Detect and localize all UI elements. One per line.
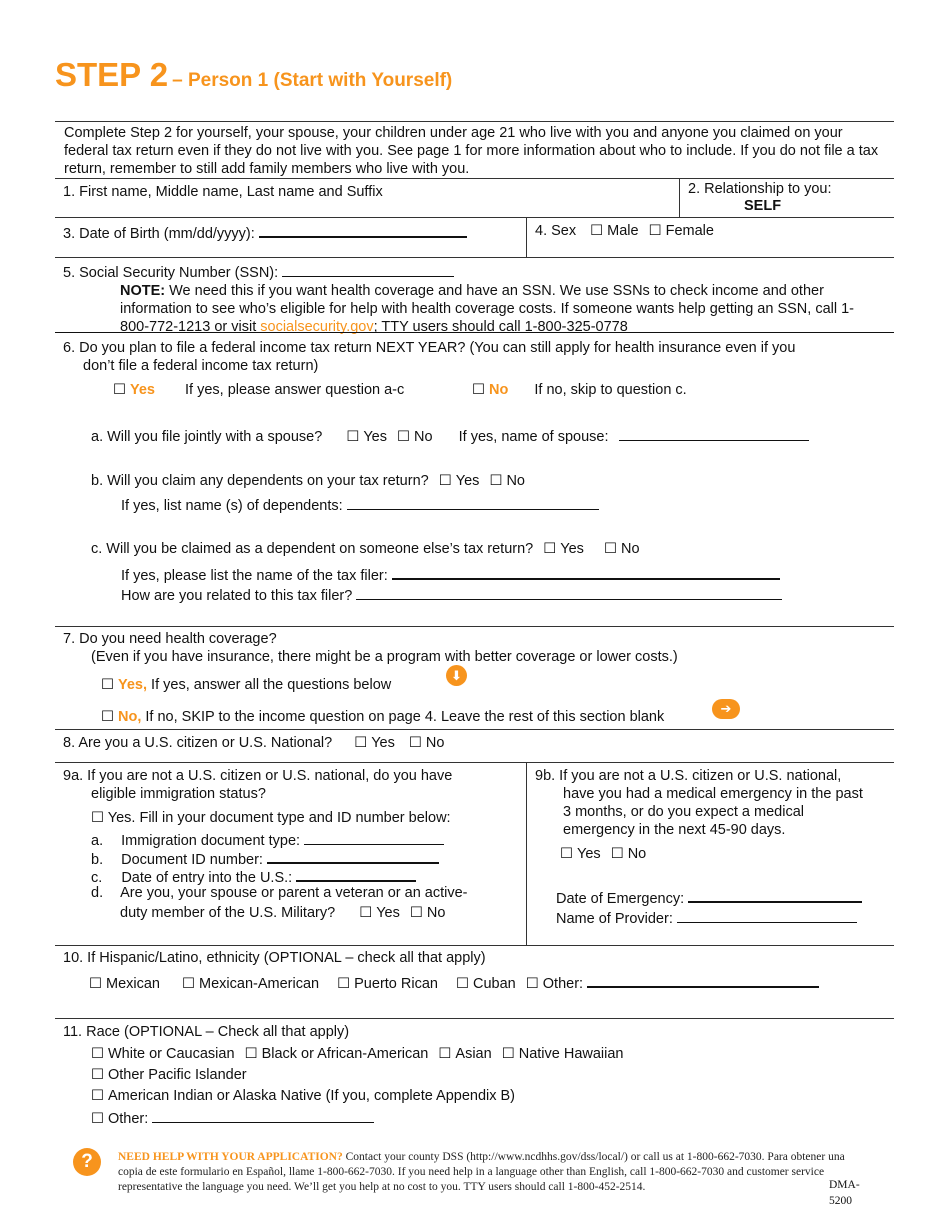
q7-yes-label: Yes, [118, 677, 148, 693]
down-arrow-icon: ⬇ [446, 665, 467, 686]
mexican-option: Mexican [106, 976, 160, 992]
q6a-yes-checkbox[interactable]: ☐ [346, 429, 360, 445]
q1-label: 1. First name, Middle name, Last name and Suffix [63, 184, 383, 200]
cuban-option: Cuban [473, 976, 516, 992]
american-indian-checkbox[interactable]: ☐ [91, 1088, 104, 1104]
q7-no-checkbox[interactable]: ☐ [101, 709, 114, 725]
q7-yes-checkbox[interactable]: ☐ [101, 677, 114, 693]
mexican-american-checkbox[interactable]: ☐ [182, 976, 196, 992]
q5-label: 5. Social Security Number (SSN): [63, 265, 279, 281]
q6-no-label: No [489, 382, 509, 398]
q9a-d-letter: d. [91, 885, 104, 901]
cuban-checkbox[interactable]: ☐ [456, 976, 469, 992]
q7-no-row [101, 708, 664, 726]
q9b-no: No [627, 846, 647, 862]
q9a-label1: 9a. If you are not a U.S. citizen or U.S. national, do you have [63, 768, 453, 784]
native-hawaiian-checkbox[interactable]: ☐ [501, 1046, 515, 1062]
asian-checkbox[interactable]: ☐ [438, 1046, 452, 1062]
q6-no-row [472, 381, 687, 399]
q6-yes-text: If yes, please answer question a-c [185, 382, 405, 398]
veteran-yes: Yes [376, 905, 400, 921]
q6c-no-checkbox[interactable]: ☐ [603, 541, 617, 557]
help-question-icon: ? [73, 1148, 101, 1176]
q6-no-text: If no, skip to question c. [534, 382, 687, 398]
q6b-row [91, 472, 525, 490]
q6-yes-row [113, 381, 404, 399]
right-arrow-icon: ➔ [712, 699, 740, 719]
veteran-no-checkbox[interactable]: ☐ [409, 905, 423, 921]
race-other-option: Other: [108, 1111, 149, 1127]
mexican-american-option: Mexican-American [199, 976, 320, 992]
white-option: White or Caucasian [108, 1046, 235, 1062]
q2-label: 2. Relationship to you: [688, 181, 832, 197]
q9b-label3: 3 months, or do you expect a medical [563, 804, 804, 820]
q9a-a-text: Immigration document type: [121, 833, 301, 849]
page-title [55, 56, 452, 94]
q9b-date-row [556, 887, 862, 908]
help-footer [118, 1150, 868, 1195]
white-checkbox[interactable]: ☐ [91, 1046, 104, 1062]
related-line[interactable] [356, 585, 782, 600]
form-id: DMA- [829, 1179, 860, 1191]
q6c-filer-row [121, 564, 780, 585]
native-hawaiian-option: Native Hawaiian [518, 1046, 624, 1062]
q6c-related-label: How are you related to this tax filer? [121, 588, 353, 604]
note-bold: NOTE: [120, 283, 166, 299]
need-help-label: NEED HELP WITH YOUR APPLICATION? [118, 1151, 343, 1163]
q9a-d [91, 884, 468, 902]
q6c-yes-checkbox[interactable]: ☐ [543, 541, 557, 557]
ssn-input-line[interactable] [282, 262, 454, 277]
step-subtitle: – Person 1 (Start with Yourself) [172, 70, 453, 91]
q9a-label2: eligible immigration status? [91, 786, 266, 802]
q9b-no-checkbox[interactable]: ☐ [610, 846, 624, 862]
q9a-a-letter: a. [91, 833, 104, 849]
puerto-rican-checkbox[interactable]: ☐ [337, 976, 351, 992]
male-option: Male [607, 223, 639, 239]
q8-yes-checkbox[interactable]: ☐ [354, 735, 368, 751]
q6b-list-label: If yes, list name (s) of dependents: [121, 498, 343, 514]
q9a-a [91, 830, 444, 850]
q8-no: No [425, 735, 445, 751]
doc-id-line[interactable] [267, 848, 439, 864]
q6b-yes: Yes [455, 473, 480, 489]
form-number: 5200 [829, 1195, 852, 1207]
q9b-yesno [560, 845, 646, 863]
q6a-spouse-label: If yes, name of spouse: [458, 429, 609, 445]
q8-yes: Yes [371, 735, 395, 751]
q7-no-text: If no, SKIP to the income question on page 4. Leave the rest of this section blank [141, 709, 665, 725]
q4-sex [535, 222, 714, 240]
q6a-row [91, 426, 809, 446]
dependents-line[interactable] [347, 495, 599, 510]
q7-yes-row [101, 676, 391, 694]
q10-options [89, 972, 819, 993]
q6c-filer-label: If yes, please list the name of the tax filer: [121, 568, 388, 584]
q10-label: 10. If Hispanic/Latino, ethnicity (OPTIONAL – check all that apply) [63, 950, 486, 966]
q9b-yes: Yes [577, 846, 601, 862]
race-other-line[interactable] [152, 1108, 374, 1123]
q6a-yes: Yes [363, 429, 387, 445]
q6-yes-label: Yes [130, 382, 155, 398]
dob-input-line[interactable] [259, 222, 467, 238]
q9b-label4: emergency in the next 45-90 days. [563, 822, 786, 838]
q6c-related-row [121, 585, 782, 605]
q9a-c-text: Date of entry into the U.S.: [121, 870, 293, 886]
q2-value: SELF [744, 198, 782, 214]
female-option: Female [665, 223, 714, 239]
q9b-label1: 9b. If you are not a U.S. citizen or U.S. national, [535, 768, 842, 784]
q6c-yes: Yes [560, 541, 584, 557]
black-checkbox[interactable]: ☐ [244, 1046, 258, 1062]
q6c-row [91, 540, 640, 558]
american-indian-option: American Indian or Alaska Native (If you, complete Appendix B) [108, 1088, 516, 1104]
q6a-no: No [414, 429, 433, 445]
q9b-label2: have you had a medical emergency in the past [563, 786, 863, 802]
q9b-yes-checkbox[interactable]: ☐ [560, 846, 573, 862]
asian-option: Asian [455, 1046, 492, 1062]
black-option: Black or African-American [261, 1046, 429, 1062]
q6-no-checkbox[interactable]: ☐ [472, 382, 485, 398]
note-text: We need this if you want health coverage and have an SSN. We use SSNs to check income and other information to see who’s eligible for help with health coverage costs. If someone wants help getting an SSN, call 1-800-772-1213 or visit [120, 283, 854, 335]
q6-label2: don’t file a federal income tax return) [83, 358, 319, 374]
pacific-option: Other Pacific Islander [108, 1067, 247, 1083]
spouse-name-line[interactable] [619, 426, 809, 441]
q9a-c-letter: c. [91, 870, 103, 886]
q3-label: 3. Date of Birth (mm/dd/yyyy): [63, 226, 255, 242]
q6a-no-checkbox[interactable]: ☐ [397, 429, 411, 445]
q6b-no: No [506, 473, 525, 489]
q3-dob [63, 222, 467, 243]
q11-indian [91, 1087, 515, 1105]
q9b-provider-label: Name of Provider: [556, 911, 673, 927]
q7-no-label: No, [118, 709, 142, 725]
doc-type-line[interactable] [304, 830, 444, 845]
intro-text: Complete Step 2 for yourself, your spouse, your children under age 21 who live with you and anyone you claimed on your federal tax return even if they do not live with you. See page 1 for more information about who to include. If you do not file a tax return, remember to still add family members who live with you. [64, 125, 879, 177]
q6b-yes-checkbox[interactable]: ☐ [438, 473, 452, 489]
step-label: STEP 2 [55, 56, 169, 93]
q6b-no-checkbox[interactable]: ☐ [489, 473, 503, 489]
q7-label: 7. Do you need health coverage? [63, 631, 277, 647]
q6-label: 6. Do you plan to file a federal income tax return NEXT YEAR? (You can still apply for health insurance even if you [63, 340, 796, 356]
puerto-rican-option: Puerto Rican [354, 976, 438, 992]
q6c-no: No [620, 541, 640, 557]
veteran-no: No [426, 905, 446, 921]
q11-pacific [91, 1066, 247, 1084]
q5-ssn [63, 262, 454, 282]
q6b-label: b. Will you claim any dependents on your tax return? [91, 473, 429, 489]
ethnicity-other-option: Other: [542, 976, 584, 992]
veteran-yes-checkbox[interactable]: ☐ [359, 905, 373, 921]
ssn-note [120, 282, 882, 336]
q6c-label: c. Will you be claimed as a dependent on someone else’s tax return? [91, 541, 534, 557]
q6b-list-row [121, 495, 599, 515]
q8-label: 8. Are you a U.S. citizen or U.S. National? [63, 735, 333, 751]
male-checkbox[interactable]: ☐ [590, 223, 604, 239]
q8-row [63, 734, 444, 752]
q11-label: 11. Race (OPTIONAL – Check all that apply) [63, 1024, 350, 1040]
q9a-d-text1: Are you, your spouse or parent a veteran or an active- [120, 885, 468, 901]
q7-yes-text: If yes, answer all the questions below [147, 677, 392, 693]
q9a-b-letter: b. [91, 852, 104, 868]
mexican-checkbox[interactable]: ☐ [89, 976, 102, 992]
ethnicity-other-checkbox[interactable]: ☐ [525, 976, 539, 992]
emergency-date-line[interactable] [688, 887, 862, 903]
q11-row1 [91, 1045, 624, 1063]
q9a-d2 [120, 904, 445, 922]
help-text: Contact your county DSS (http://www.ncdhhs.gov/dss/local/) or call us at 1-800-662-7030. Para obtener una copia de este formulario en Español, llame 1-800-662-7030. If you need help in a language other than English, call 1-800-662-7030 and customer service representative the language you need. We’ll get you help at no cost to you. TTY users should call 1-800-452-2514. [118, 1151, 845, 1193]
pacific-checkbox[interactable]: ☐ [91, 1067, 104, 1083]
q9b-date-label: Date of Emergency: [556, 891, 685, 907]
provider-line[interactable] [677, 908, 857, 923]
q9a-d-text2: duty member of the U.S. Military? [120, 905, 336, 921]
q9b-provider-row [556, 908, 857, 928]
q9a-yes-fill[interactable]: ☐ Yes. Fill in your document type and ID number below: [91, 810, 451, 826]
q4-label: 4. Sex [535, 223, 577, 239]
female-checkbox[interactable]: ☐ [648, 223, 662, 239]
entry-date-line[interactable] [296, 866, 416, 882]
tax-filer-line[interactable] [392, 564, 780, 580]
ethnicity-other-line[interactable] [587, 972, 819, 988]
q6-yes-checkbox[interactable]: ☐ [113, 382, 126, 398]
q7-sub: (Even if you have insurance, there might be a program with better coverage or lower costs.) [91, 649, 678, 665]
q8-no-checkbox[interactable]: ☐ [408, 735, 422, 751]
socialsecurity-link[interactable]: socialsecurity.gov [260, 319, 374, 335]
race-other-checkbox[interactable]: ☐ [91, 1111, 104, 1127]
q11-other [91, 1108, 374, 1128]
q9a-b-text: Document ID number: [121, 852, 263, 868]
q6a-label: a. Will you file jointly with a spouse? [91, 429, 323, 445]
note-end: ; TTY users should call 1-800-325-0778 [373, 319, 628, 335]
